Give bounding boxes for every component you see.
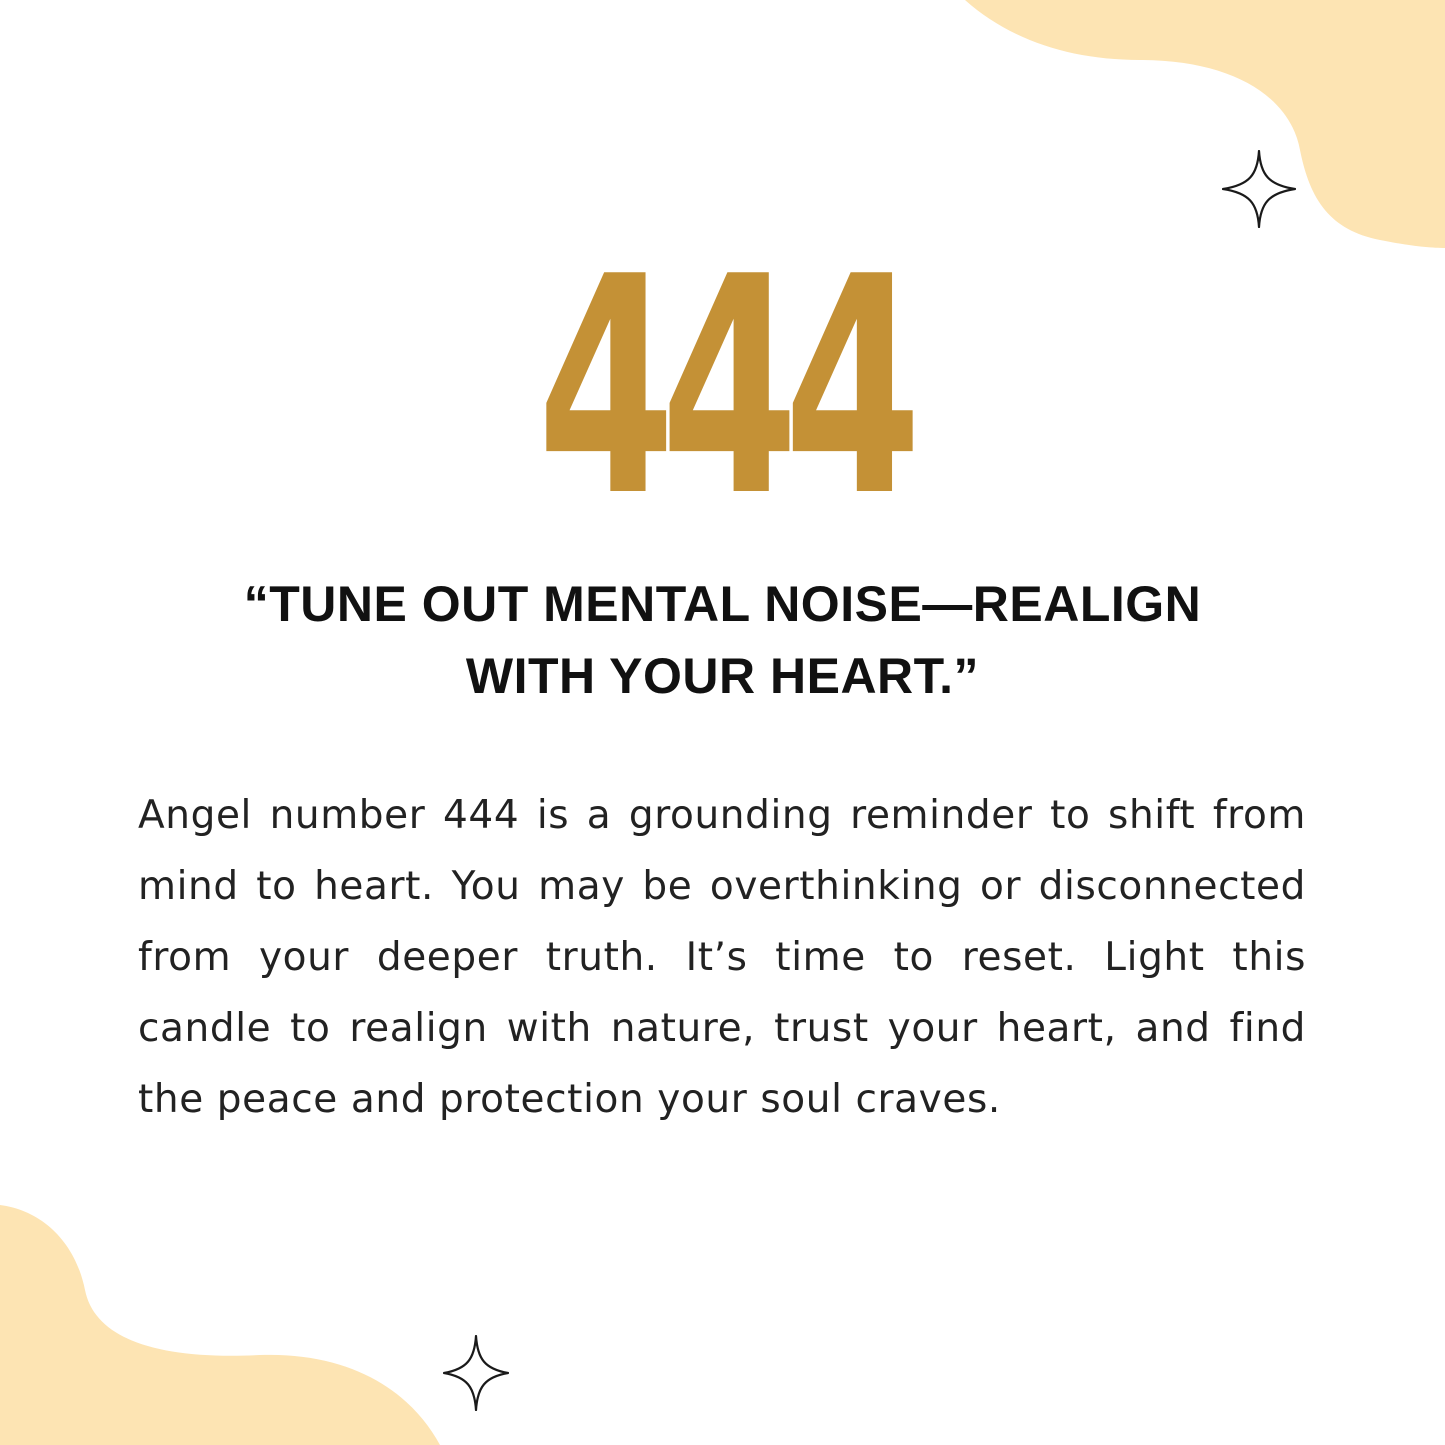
description-paragraph: Angel number 444 is a grounding reminder to shift from mind to heart. You may be overthinking or disconnected from your deeper truth. It’s time to reset. Light this candle to realign with nature, trust your heart, and find the peace and protection your soul craves.	[138, 793, 1306, 1122]
sparkle-icon	[1222, 150, 1296, 228]
sparkle-icon	[443, 1335, 509, 1411]
top-right-blob	[965, 0, 1445, 248]
angel-number-headline: 444	[537, 213, 908, 562]
quote-line-2: WITH YOUR HEART.”	[465, 648, 980, 704]
quote-line-1: “TUNE OUT MENTAL NOISE—REALIGN	[243, 576, 1202, 632]
quote-block	[140, 568, 1305, 712]
bottom-left-blob	[0, 1205, 440, 1445]
